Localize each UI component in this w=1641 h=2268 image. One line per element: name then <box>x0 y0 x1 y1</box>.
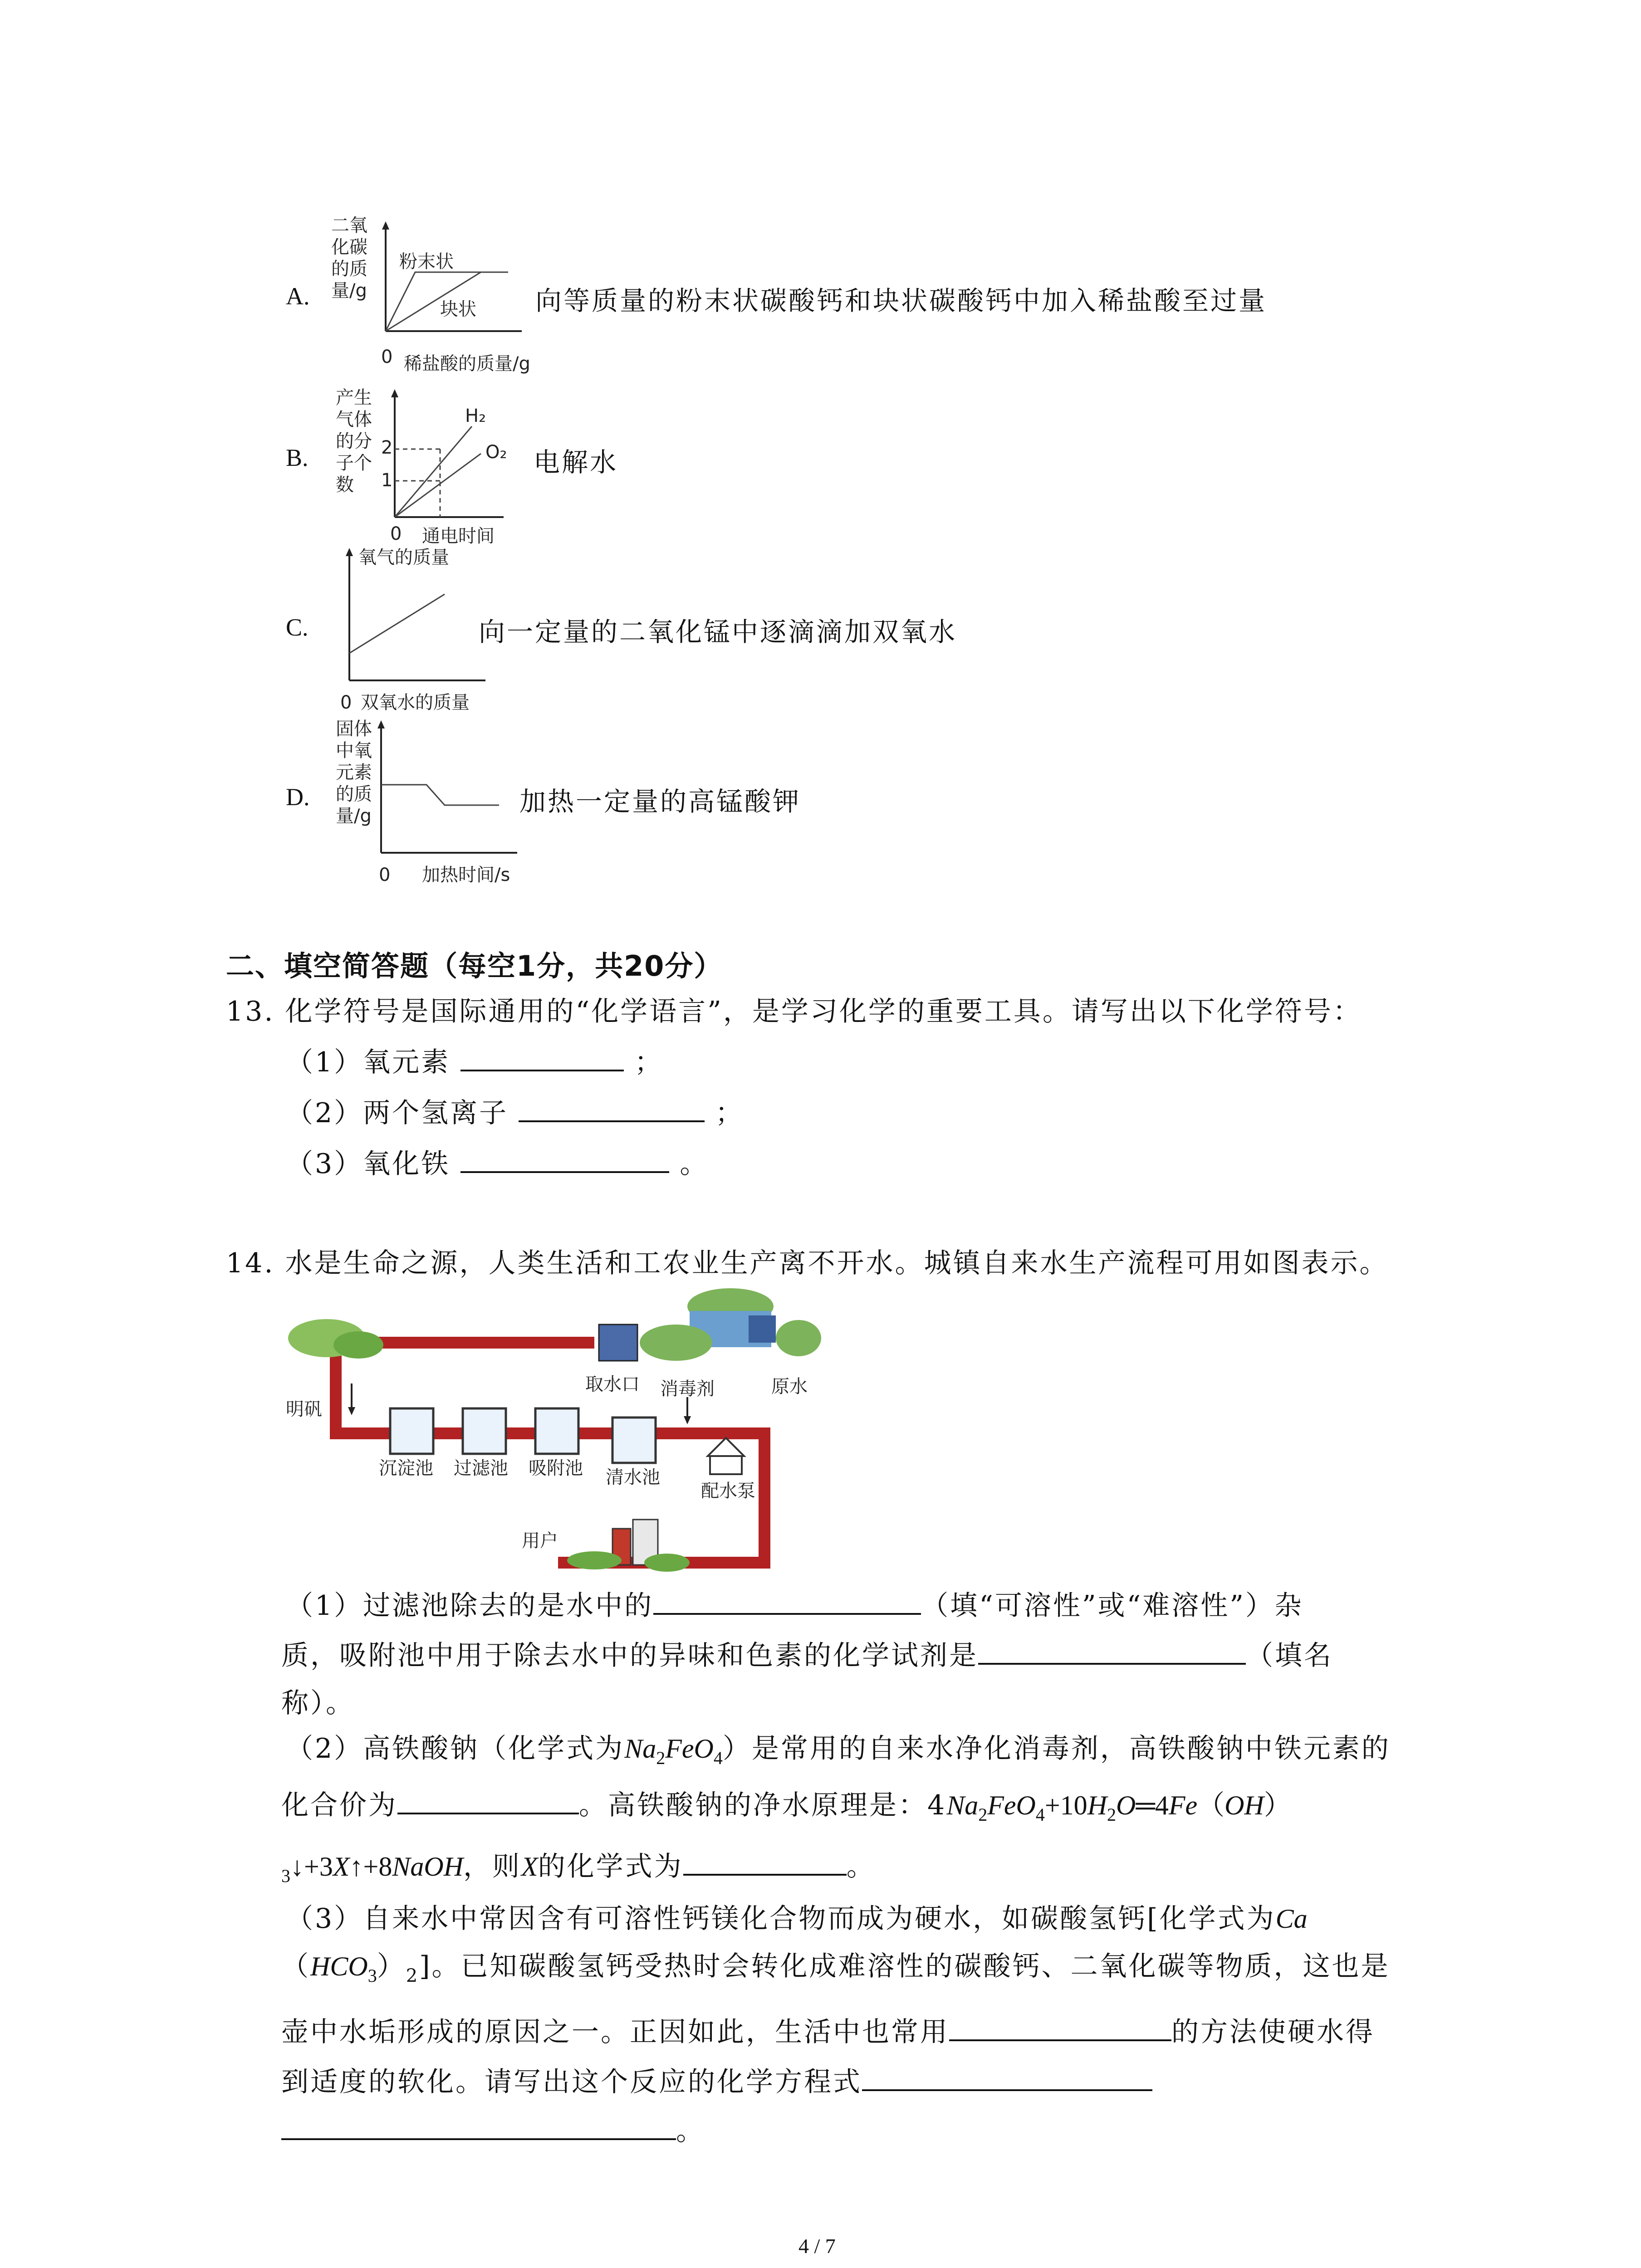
graph-c-ylabel: 氧气的质量 <box>358 547 449 568</box>
graph-a-series-2: 块状 <box>440 299 476 320</box>
q13-blank-3[interactable] <box>460 1167 669 1173</box>
option-c-text: 向一定量的二氧化锰中逐滴滴加双氧水 <box>479 616 957 647</box>
q14-p2-e5: NaOH <box>392 1852 464 1882</box>
q14-p2-eq7: Fe <box>1168 1790 1198 1820</box>
graph-a-ylabel-2: 化碳 <box>331 237 367 258</box>
q13-item-1-label: （1）氧元素 <box>286 1046 451 1078</box>
q14-p2-eq1: Na <box>946 1790 979 1820</box>
label-raw: 原水 <box>771 1376 808 1397</box>
option-a-letter: A. <box>286 283 310 310</box>
q14-p1-line1 <box>286 1590 1303 1622</box>
q14-p1-b: （填“可溶性”或“难溶性”）杂 <box>921 1590 1303 1622</box>
q14-p2-eq5: O <box>1116 1790 1136 1820</box>
graph-a-origin: 0 <box>381 347 393 367</box>
q13-stem: 13. 化学符号是国际通用的“化学语言”，是学习化学的重要工具。请写出以下化学符号： <box>226 996 1362 1027</box>
q14-p3-b2: HCO <box>310 1951 368 1981</box>
q14-p2-s1: 2 <box>656 1748 666 1768</box>
q14-p2-e9: 。 <box>846 1851 876 1882</box>
water-diagram-svg <box>268 1288 839 1588</box>
graph-d-ylabel-4: 的质 <box>336 784 372 805</box>
q13-item-1-end: ； <box>634 1046 664 1078</box>
q14-p1-c: 质，吸附池中用于除去水中的异味和色素的化学试剂是 <box>281 1640 978 1672</box>
q14-p3-e: 到适度的软化。请写出这个反应的化学方程式 <box>281 2066 862 2098</box>
q14-stem: 14. 水是生命之源，人类生活和工农业生产离不开水。城镇自来水生产流程可用如图表示。 <box>226 1247 1389 1279</box>
option-b-letter: B. <box>286 444 309 471</box>
option-d-letter: D. <box>286 783 310 811</box>
q14-p2-line3 <box>281 1853 876 1885</box>
q14-p2-s2: 4 <box>713 1748 723 1768</box>
q14-p2-a: （2）高铁酸钠（化学式为 <box>286 1733 625 1765</box>
page-number: 4 / 7 <box>798 2234 836 2258</box>
label-user: 用户 <box>522 1530 558 1551</box>
q14-p2-d: 。高铁酸钠的净水原理是：4 <box>579 1789 947 1821</box>
q14-p2-c: 化合价为 <box>281 1789 397 1821</box>
graph-c-xlabel: 双氧水的质量 <box>361 692 470 713</box>
q13-item-2-label: （2）两个氢离子 <box>286 1097 509 1129</box>
graph-b-xlabel: 通电时间 <box>422 526 495 547</box>
graph-c-origin: 0 <box>340 692 352 713</box>
label-sediment: 沉淀池 <box>379 1458 433 1479</box>
q14-p3-line1 <box>286 1903 1308 1935</box>
q14-p2-e7: X <box>521 1852 538 1882</box>
label-filter: 过滤池 <box>454 1458 508 1479</box>
q14-blank-3[interactable] <box>397 1808 579 1814</box>
q13-item-2 <box>286 1097 745 1129</box>
q14-blank-6[interactable] <box>862 2085 1152 2091</box>
q13-item-3 <box>286 1150 709 1178</box>
graph-b-ylabel-5: 数 <box>336 474 354 495</box>
q14-p2-e6: ，则 <box>463 1851 522 1882</box>
label-clear: 清水池 <box>606 1467 660 1488</box>
q14-p2-eq10: ） <box>1264 1790 1291 1820</box>
q14-blank-7[interactable] <box>281 2134 676 2140</box>
q13-blank-1[interactable] <box>460 1065 624 1071</box>
q14-p2-e1: 3 <box>281 1866 290 1886</box>
graph-b-series-o2: O₂ <box>485 442 507 463</box>
q13-item-1 <box>286 1046 664 1078</box>
water-diagram <box>268 1288 839 1589</box>
q14-p3-b3: 3 <box>367 1965 377 1986</box>
q13-item-2-end: ； <box>715 1097 745 1129</box>
q14-p3-b6: ]。已知碳酸氢钙受热时会转化成难溶性的碳酸钙、二氧化碳等物质，这也是 <box>419 1950 1390 1982</box>
graph-a-ylabel-3: 的质 <box>331 259 367 279</box>
q14-p3-line5 <box>281 2117 705 2145</box>
q14-p1-d: （填名 <box>1246 1640 1333 1672</box>
q14-p2-eq4: H <box>1087 1790 1107 1820</box>
graph-d-ylabel-3: 元素 <box>336 762 372 783</box>
q14-p2-f2: FeO <box>665 1734 714 1764</box>
label-disinfectant: 消毒剂 <box>660 1378 715 1399</box>
q14-p2-eq3: +10 <box>1044 1790 1087 1820</box>
option-a-text: 向等质量的粉末状碳酸钙和块状碳酸钙中加入稀盐酸至过量 <box>535 285 1267 316</box>
q14-p2-es3: 2 <box>1107 1804 1117 1825</box>
q14-p1-line2 <box>281 1640 1333 1672</box>
q14-p2-eq2: FeO <box>987 1790 1036 1820</box>
graph-d-xlabel: 加热时间/s <box>422 865 510 885</box>
q14-p3-d: 的方法使硬水得 <box>1171 2016 1375 2048</box>
graph-a-svg <box>331 215 567 381</box>
q14-p1-e: 称）。 <box>281 1687 355 1719</box>
q14-p2-f1: Na <box>624 1734 656 1764</box>
q13-blank-2[interactable] <box>519 1116 705 1122</box>
q14-p2-es2: 4 <box>1035 1804 1045 1825</box>
graph-a-ylabel-4: 量/g <box>331 280 367 301</box>
graph-a-xlabel: 稀盐酸的质量/g <box>404 353 530 374</box>
q14-p3-c: 壶中水垢形成的原因之一。正因如此，生活中也常用 <box>281 2016 949 2048</box>
q14-blank-5[interactable] <box>949 2035 1171 2041</box>
q14-p2-e2: ↓+3 <box>290 1852 333 1882</box>
graph-b-ylabel-2: 气体 <box>336 409 372 430</box>
graph-d-ylabel-1: 固体 <box>336 719 372 739</box>
q14-p3-line4 <box>281 2068 1152 2096</box>
q14-p2-e8: 的化学式为 <box>538 1851 683 1882</box>
graph-b-ylabel-3: 的分 <box>336 431 372 452</box>
q14-p3-a2: Ca <box>1275 1904 1308 1934</box>
q14-p3-b5: 2 <box>406 1965 420 1986</box>
q14-blank-2[interactable] <box>978 1658 1246 1665</box>
graph-b-ylabel-4: 子个 <box>336 453 372 474</box>
label-pump: 配水泵 <box>701 1481 755 1501</box>
graph-b-tick-2: 2 <box>381 437 393 458</box>
q14-p3-b1: （ <box>281 1950 310 1982</box>
q14-p2-line1 <box>286 1735 1391 1767</box>
graph-a <box>331 215 567 383</box>
option-c-letter: C. <box>286 614 309 641</box>
q14-p3-line3 <box>281 2016 1375 2048</box>
option-d-text: 加热一定量的高锰酸钾 <box>519 786 801 817</box>
q13-item-3-label: （3）氧化铁 <box>286 1148 451 1180</box>
q14-p2-es1: 2 <box>978 1804 988 1825</box>
graph-b-ylabel-1: 产生 <box>336 387 372 408</box>
q14-p1-a: （1）过滤池除去的是水中的 <box>286 1590 654 1622</box>
q14-p2-line2 <box>281 1789 1291 1825</box>
q13-item-3-end: 。 <box>680 1148 709 1180</box>
q14-p2-eq8: （ <box>1197 1790 1225 1820</box>
option-b-text: 电解水 <box>534 447 618 478</box>
label-adsorb: 吸附池 <box>529 1458 583 1479</box>
label-alum: 明矾 <box>286 1399 322 1420</box>
q14-p2-e3: X <box>333 1852 350 1882</box>
q14-blank-4[interactable] <box>683 1869 847 1876</box>
q14-p2-eq6: ═4 <box>1136 1790 1169 1820</box>
q14-blank-1[interactable] <box>653 1608 921 1615</box>
graph-b-tick-1: 1 <box>381 470 393 491</box>
q14-p3-f: 。 <box>676 2115 705 2147</box>
graph-d-ylabel-2: 中氧 <box>336 740 372 761</box>
q14-p2-eq9: OH <box>1225 1790 1264 1820</box>
q14-p2-e4: ↑+8 <box>349 1852 392 1882</box>
label-intake: 取水口 <box>585 1374 640 1395</box>
graph-d-origin: 0 <box>379 865 391 885</box>
graph-b-series-h2: H₂ <box>465 406 486 426</box>
graph-b-origin: 0 <box>390 523 402 544</box>
q14-p3-a: （3）自来水中常因含有可溶性钙镁化合物而成为硬水，如碳酸氢钙[化学式为 <box>286 1903 1276 1935</box>
q14-p3-line2 <box>281 1950 1390 1986</box>
graph-d-ylabel-5: 量/g <box>336 806 372 826</box>
q14-p2-b: ）是常用的自来水净化消毒剂，高铁酸钠中铁元素的 <box>722 1733 1391 1765</box>
section-title: 二、填空简答题（每空1分，共20分） <box>226 949 723 982</box>
graph-a-ylabel-1: 二氧 <box>331 215 367 236</box>
q14-p3-b4: ） <box>377 1950 406 1982</box>
graph-a-series-1: 粉末状 <box>399 251 454 272</box>
